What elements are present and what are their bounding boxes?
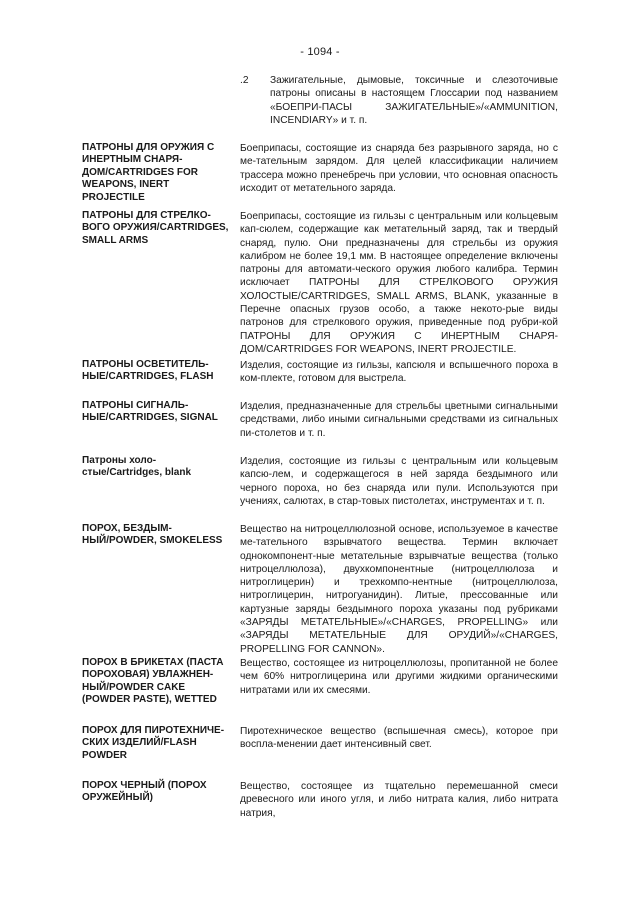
glossary-entry: [82, 455, 558, 508]
entry-term: ПАТРОНЫ СИГНАЛЬ-НЫЕ/CARTRIDGES, SIGNAL: [82, 400, 218, 424]
entry-definition: Изделия, предназначенные для стрельбы цветными сигнальными средствами, либо иными сигнальными средствами из сигнальных пи-столетов и т. п.: [240, 401, 558, 439]
glossary-entry: [82, 523, 558, 656]
glossary-entry: [82, 142, 558, 203]
glossary-entry: [82, 725, 558, 761]
entry-definition: Вещество, состоящее из тщательно перемешанной смеси древесного или иного угля, и либо нитрата калия, либо нитрата натрия,: [240, 781, 558, 819]
glossary-entry: [82, 400, 558, 440]
glossary-entry: [82, 210, 558, 356]
glossary-entry: [82, 657, 558, 706]
entry-term: ПОРОХ, БЕЗДЫМ-НЫЙ/POWDER, SMOKELESS: [82, 523, 223, 547]
entry-definition: Вещество на нитроцеллюлозной основе, используемое в качестве ме-тательного взрывчатого вещества. Термин включает однокомпонент-ные метательные взрывчатые вещества (только нитроцеллюлоза), двухкомпонентные (нитроцеллюлоза и нитроглицерин) и трехкомпо-нентные (нитроцеллюлоза, нитроглицерин, нитрогуанидин). Литые, прессованные или картузные заряды бездымного пороха указаны под рубриками «ЗАРЯДЫ МЕТАТЕЛЬНЫЕ»/«CHARGES, PROPELLING» или «ЗАРЯДЫ МЕТАТЕЛЬНЫЕ ДЛЯ ОРУДИЙ»/«CHARGES, PROPELLING FOR CANNON».: [240, 524, 558, 655]
intro-text: Зажигательные, дымовые, токсичные и слезоточивые патроны описаны в настоящем Глоссарии под названием «БОЕПРИ-ПАСЫ ЗАЖИГАТЕЛЬНЫЕ»/«AMMUNITION, INCENDIARY» и т. п.: [270, 75, 558, 126]
intro-paragraph: [240, 74, 558, 127]
intro-number: .2: [240, 75, 249, 86]
glossary-entry: [82, 359, 558, 386]
entry-definition: Боеприпасы, состоящие из гильзы с центральным или кольцевым кап-сюлем, содержащие как метательный заряд, так и твердый снаряд, пулю. Они предназначены для стрельбы из оружия калибром не более 19,1 мм. В настоящее определение включены патроны для автомати-ческого оружия любого калибра. Термин исключает ПАТРОНЫ ДЛЯ СТРЕЛКОВОГО ОРУЖИЯ ХОЛОСТЫЕ/CARTRIDGES, SMALL ARMS, BLANK, указанные в Перечне опасных грузов особо, а также некото-рые виды патронов для стрелкового оружия, приведенные под рубри-кой ПАТРОНЫ ДЛЯ ОРУЖИЯ С ИНЕРТНЫМ СНАРЯ-ДОМ/CARTRIDGES FOR WEAPONS, INERT PROJECTILE.: [240, 211, 558, 355]
entry-definition: Вещество, состоящее из нитроцеллюлозы, пропитанной не более чем 60% нитроглицерина или другими жидкими органическими нитратами или их смесями.: [240, 658, 558, 696]
entry-term: ПАТРОНЫ ОСВЕТИТЕЛЬ-НЫЕ/CARTRIDGES, FLASH: [82, 359, 214, 383]
entry-term: Патроны холо-стые/Cartridges, blank: [82, 455, 192, 479]
glossary-entry: [82, 780, 558, 820]
entry-definition: Пиротехническое вещество (вспышечная смесь), которое при воспла-менении дает интенсивный свет.: [240, 726, 558, 751]
entry-term: ПАТРОНЫ ДЛЯ СТРЕЛКО-ВОГО ОРУЖИЯ/CARTRIDGES, SMALL ARMS: [82, 210, 229, 246]
entry-term: ПОРОХ В БРИКЕТАХ (ПАСТА ПОРОХОВАЯ) УВЛАЖНЕН-НЫЙ/POWDER CAKE (POWDER PASTE), WETTED: [82, 657, 224, 706]
entry-term: ПОРОХ ЧЕРНЫЙ (ПОРОХ ОРУЖЕЙНЫЙ): [82, 780, 207, 804]
entry-term: ПАТРОНЫ ДЛЯ ОРУЖИЯ С ИНЕРТНЫМ СНАРЯ-ДОМ/CARTRIDGES FOR WEAPONS, INERT PROJECTILE: [82, 142, 215, 203]
entry-definition: Боеприпасы, состоящие из снаряда без разрывного заряда, но с ме-тательным зарядом. Для целей классификации наличием трассера можно пренебречь при условии, что основная опасность исходит от метательного заряда.: [240, 143, 558, 194]
page-number: - 1094 -: [300, 46, 340, 58]
entry-term: ПОРОХ ДЛЯ ПИРОТЕХНИЧЕ-СКИХ ИЗДЕЛИЙ/FLASH POWDER: [82, 725, 225, 761]
entry-definition: Изделия, состоящие из гильзы, капсюля и вспышечного пороха в ком-плекте, готовом для выстрела.: [240, 360, 558, 385]
entry-definition: Изделия, состоящие из гильзы с центральным или кольцевым капсю-лем, и содержащегося в ней заряда бездымного или черного пороха, но без снаряда или пули. Используются при учениях, салютах, в стар-товых пистолетах, инструментах и т. п.: [240, 456, 558, 507]
